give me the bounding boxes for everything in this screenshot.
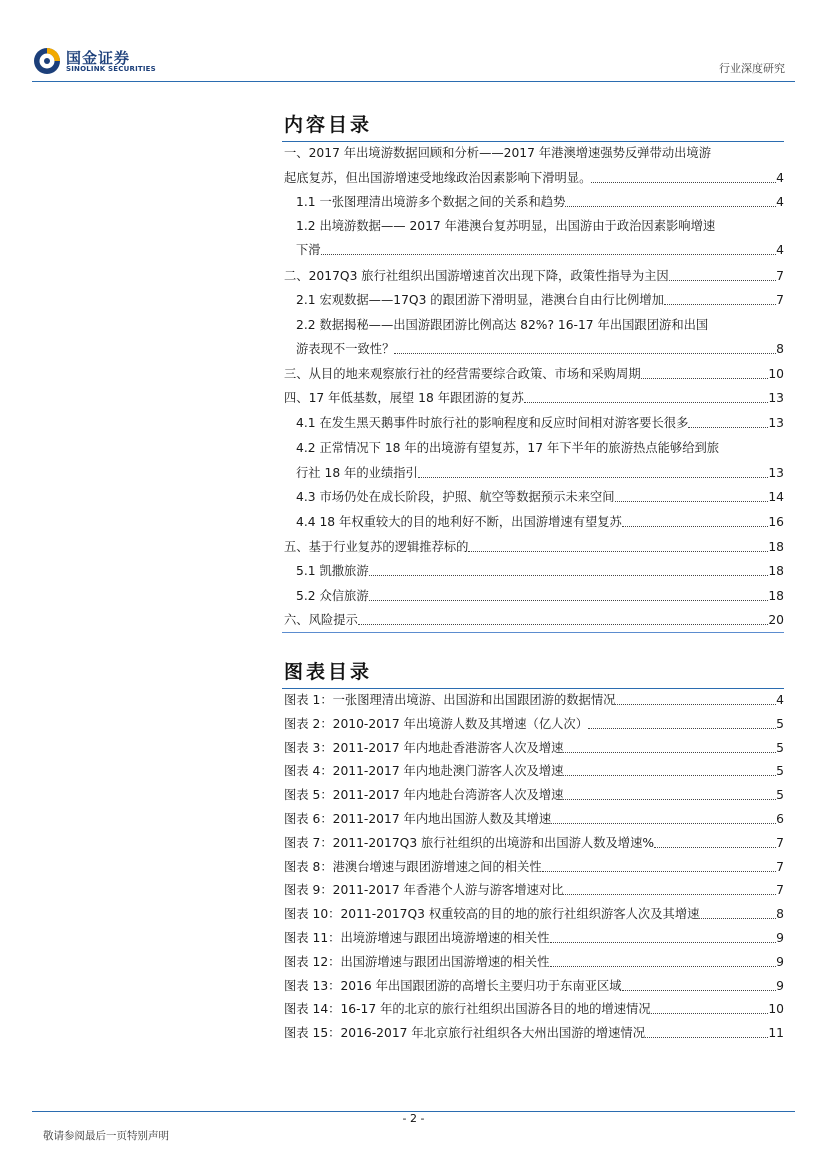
toc-entry-text: 5.2 众信旅游: [296, 589, 369, 603]
leader-dots: [563, 736, 776, 753]
leader-dots: [524, 386, 769, 403]
toc-entry-page: 13: [768, 391, 784, 405]
figure-entry-text: 图表 7：2011-2017Q3 旅行社组织的出境游和出国游人数及增速%: [284, 835, 655, 850]
toc-entry-text: 下滑: [296, 243, 321, 257]
figure-entry-text: 图表 8：港澳台增速与跟团游增速之间的相关性: [284, 859, 542, 874]
leader-dots: [622, 974, 777, 991]
leader-dots: [591, 166, 776, 183]
page-header: [0, 0, 827, 90]
figure-entry-page: 9: [776, 954, 784, 969]
toc-entry-4-4[interactable]: [296, 510, 784, 534]
leader-dots: [669, 264, 776, 281]
toc-entry-3[interactable]: [284, 362, 784, 386]
figure-entry-page: 5: [776, 740, 784, 755]
leader-dots: [622, 510, 768, 527]
disclaimer-note: 敬请参阅最后一页特别声明: [43, 1130, 169, 1142]
figure-entry-page: 5: [776, 716, 784, 731]
toc-entry-1-1[interactable]: [296, 190, 784, 214]
leader-dots: [394, 337, 776, 354]
figure-entry-text: 图表 4：2011-2017 年内地赴澳门游客人次及增速: [284, 764, 564, 779]
brand-name-cn: 国金证券: [66, 49, 131, 67]
toc-entry-1-line1[interactable]: 一、2017 年出境游数据回顾和分析——2017 年港澳增速强势反弹带动出境游: [284, 146, 712, 160]
toc-entry-page: 18: [768, 540, 784, 554]
figure-entry-15[interactable]: [284, 1021, 784, 1045]
toc-entry-text: 行社 18 年的业绩指引: [296, 466, 418, 480]
leader-dots: [654, 831, 776, 848]
toc-entry-4-2-line1[interactable]: 4.2 正常情况下 18 年的出境游有望复苏，17 年下半年的旅游热点能够给到旅: [296, 441, 720, 455]
leader-dots: [563, 878, 776, 895]
leader-dots: [651, 997, 769, 1014]
figure-entry-text: 图表 11：出境游增速与跟团出境游增速的相关性: [284, 931, 550, 945]
toc-entry-page: 7: [776, 293, 784, 307]
toc-entry-text: 4.1 在发生黑天鹅事件时旅行社的影响程度和反应时间相对游客要长很多: [296, 416, 689, 430]
figure-entry-6[interactable]: [284, 807, 784, 831]
figure-entry-text: 图表 6：2011-2017 年内地出国游人数及其增速: [284, 812, 552, 826]
toc-entry-page: 16: [768, 515, 784, 529]
toc-entry-page: 7: [776, 269, 784, 283]
toc-entry-text: 五、基于行业复苏的逻辑推荐标的: [284, 540, 469, 554]
toc-entry-page: 13: [768, 416, 784, 430]
leader-dots: [418, 461, 769, 478]
figure-entry-8[interactable]: [284, 855, 784, 879]
figure-entry-3[interactable]: [284, 736, 784, 760]
figure-entry-text: 图表 5：2011-2017 年内地赴台湾游客人次及增速: [284, 788, 564, 803]
toc-entry-5-2[interactable]: [296, 584, 784, 608]
toc-entry-text: 4.3 市场仍处在成长阶段，护照、航空等数据预示未来空间: [296, 490, 615, 504]
figure-entry-page: 4: [776, 693, 784, 707]
toc-entry-page: 14: [768, 490, 784, 504]
leader-dots: [615, 485, 769, 502]
toc-entry-page: 4: [776, 195, 784, 209]
figure-entry-text: 图表 10：2011-2017Q3 权重较高的目的地的旅行社组织游客人次及其增速: [284, 907, 700, 922]
figure-entry-page: 7: [776, 883, 784, 898]
figure-entry-12[interactable]: [284, 950, 784, 974]
figure-entry-5[interactable]: [284, 783, 784, 807]
figure-entry-text: 图表 1：一张图理清出境游、出国游和出国跟团游的数据情况: [284, 693, 616, 707]
toc-entry-2[interactable]: [284, 264, 784, 288]
figure-entry-11[interactable]: [284, 926, 784, 950]
toc-entry-page: 4: [776, 171, 784, 185]
toc-entry-page: 18: [768, 564, 784, 578]
toc-entry-5[interactable]: [284, 535, 784, 559]
figure-entry-14[interactable]: [284, 997, 784, 1021]
toc-entry-text: 三、从目的地来观察旅行社的经营需要综合政策、市场和采购周期: [284, 367, 641, 381]
figure-entry-text: 图表 9：2011-2017 年香港个人游与游客增速对比: [284, 883, 564, 898]
leader-dots: [565, 190, 776, 207]
toc-entry-text: 二、2017Q3 旅行社组织出国游增速首次出现下降，政策性指导为主因: [284, 269, 669, 283]
figure-entry-13[interactable]: [284, 974, 784, 998]
leader-dots: [699, 902, 776, 919]
toc-entry-4-2[interactable]: [296, 461, 784, 485]
toc-entry-page: 18: [768, 589, 784, 603]
leader-dots: [542, 855, 777, 872]
figure-entry-page: 7: [776, 835, 784, 850]
figure-entry-text: 图表 13：2016 年出国跟团游的高增长主要归功于东南亚区域: [284, 978, 622, 993]
toc-entry-1-2[interactable]: [296, 238, 784, 262]
toc-entry-2-2[interactable]: [296, 337, 784, 361]
leader-dots: [468, 535, 768, 552]
toc-entry-text: 4.4 18 年权重较大的目的地利好不断，出国游增速有望复苏: [296, 515, 622, 529]
toc-entry-page: 4: [776, 243, 784, 257]
figures-title: 图表目录: [284, 661, 373, 683]
sinolink-logo-icon: [32, 46, 62, 76]
leader-dots: [588, 712, 776, 729]
toc-entry-page: 13: [768, 466, 784, 480]
toc-entry-text: 1.1 一张图理清出境游多个数据之间的关系和趋势: [296, 195, 566, 209]
report-type: 行业深度研究: [719, 62, 785, 75]
toc-entry-2-2-line1[interactable]: 2.2 数据揭秘——出国游跟团游比例高达 82%? 16-17 年出国跟团游和出国: [296, 318, 709, 332]
page-number: - 2 -: [402, 1112, 425, 1125]
figure-entry-page: 5: [776, 764, 784, 779]
leader-dots: [550, 950, 777, 967]
figure-entry-text: 图表 3：2011-2017 年内地赴香港游客人次及增速: [284, 740, 564, 755]
leader-dots: [615, 688, 776, 705]
toc-entry-text: 六、风险提示: [284, 613, 358, 627]
toc-entry-page: 20: [768, 613, 784, 627]
toc-entry-6[interactable]: [284, 608, 784, 632]
toc-entry-page: 8: [776, 342, 784, 356]
figure-entry-page: 11: [768, 1026, 784, 1041]
figure-entry-4[interactable]: [284, 759, 784, 783]
figure-entry-page: 7: [776, 859, 784, 874]
figure-entry-10[interactable]: [284, 902, 784, 926]
leader-dots: [645, 1021, 768, 1038]
leader-dots: [369, 559, 769, 576]
toc-entry-1-2-line1[interactable]: 1.2 出境游数据—— 2017 年港澳台复苏明显，出国游由于政治因素影响增速: [296, 219, 716, 233]
leader-dots: [369, 584, 769, 601]
figure-entry-page: 9: [776, 931, 784, 945]
figure-entry-9[interactable]: [284, 878, 784, 902]
figure-entry-page: 5: [776, 788, 784, 803]
figure-entry-text: 图表 15：2016-2017 年北京旅行社组织各大州出国游的增速情况: [284, 1026, 646, 1041]
toc-entry-5-1[interactable]: [296, 559, 784, 583]
figure-entry-1[interactable]: [284, 688, 784, 712]
figure-entry-text: 图表 12：出国游增速与跟团出国游增速的相关性: [284, 954, 550, 969]
leader-dots: [688, 411, 768, 428]
brand-name-en: SINOLINK SECURITIES: [66, 65, 156, 73]
leader-dots: [563, 783, 776, 800]
leader-dots: [358, 608, 769, 625]
toc-entry-4[interactable]: [284, 386, 784, 410]
toc-entry-text: 5.1 凯撒旅游: [296, 564, 369, 578]
figure-entry-2[interactable]: [284, 712, 784, 736]
figure-entry-page: 9: [776, 978, 784, 993]
toc-entry-page: 10: [768, 367, 784, 381]
leader-dots: [563, 759, 776, 776]
leader-dots: [321, 238, 777, 255]
toc-entry-text: 起底复苏，但出国游增速受地缘政治因素影响下滑明显。: [284, 171, 592, 185]
toc-bottom-rule: [282, 632, 784, 633]
header-divider: [32, 81, 795, 82]
brand-logo: [32, 46, 172, 80]
toc-entry-1[interactable]: [284, 166, 784, 190]
figure-entry-page: 10: [768, 1002, 784, 1017]
leader-dots: [641, 362, 769, 379]
figure-entry-page: 6: [776, 812, 784, 826]
toc-title: 内容目录: [284, 114, 373, 136]
figure-entry-text: 图表 14：16-17 年的北京的旅行社组织出国游各目的地的增速情况: [284, 1002, 651, 1017]
leader-dots: [550, 926, 777, 943]
leader-dots: [551, 807, 776, 824]
toc-entry-text: 2.1 宏观数据——17Q3 的跟团游下滑明显，港澳台自由行比例增加: [296, 293, 664, 307]
toc-entry-4-3[interactable]: [296, 485, 784, 509]
toc-entry-4-1[interactable]: [296, 411, 784, 435]
leader-dots: [664, 288, 776, 305]
toc-entry-text: 游表现不一致性？: [296, 342, 395, 356]
figure-entry-page: 8: [776, 907, 784, 922]
figure-entry-7[interactable]: [284, 831, 784, 855]
toc-entry-2-1[interactable]: [296, 288, 784, 312]
figure-entry-text: 图表 2：2010-2017 年出境游人数及其增速（亿人次）: [284, 716, 589, 731]
toc-entry-text: 四、17 年低基数，展望 18 年跟团游的复苏: [284, 391, 524, 405]
